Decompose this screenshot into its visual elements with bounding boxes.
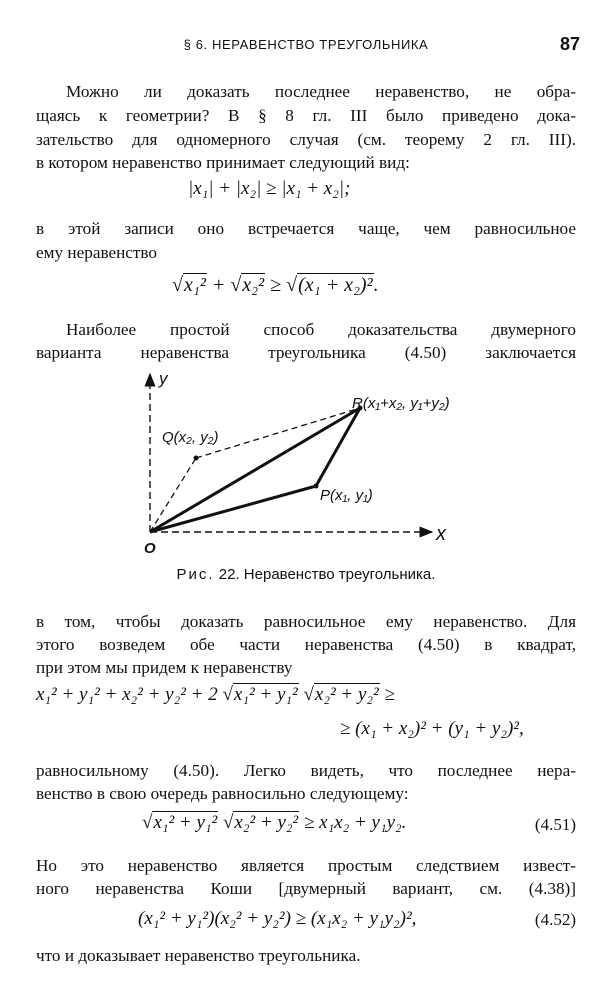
- sqrt-sign: √: [222, 684, 233, 705]
- label-p: P(x₁, y₁): [320, 487, 373, 504]
- label-x: x: [436, 523, 446, 545]
- text-line: в котором неравенство принимает следующий вид:: [36, 153, 410, 172]
- label-q: Q(x₂, y₂): [162, 429, 219, 446]
- segment-or: [150, 408, 360, 532]
- equation-number: (4.51): [534, 815, 576, 834]
- point-p: [314, 484, 319, 489]
- segment-op: [150, 486, 316, 532]
- sqrt-sign: √: [303, 684, 314, 705]
- equation-abs: |x₁| + |x₂| ≥ |x₁ + x₂|;: [188, 178, 351, 199]
- text-line: равносильному (4.50). Легко видеть, что последнее нера-: [36, 761, 576, 780]
- text-line: венство в свою очередь равносильно следующему:: [36, 784, 409, 803]
- radicand: x₂² + y₂²: [314, 684, 379, 705]
- page-number: 87: [559, 34, 580, 54]
- label-y: y: [159, 369, 168, 388]
- equation-long-line1: [36, 684, 395, 706]
- triangle-figure: [0, 364, 612, 564]
- point-q: [194, 456, 199, 461]
- equation-long-line2: ≥ (x₁ + x₂)² + (y₁ + y₂)²,: [340, 718, 524, 739]
- ge-sign: ≥: [384, 684, 395, 705]
- period: .: [373, 274, 379, 296]
- label-r: R(x₁+x₂, y₁+y₂): [352, 395, 450, 412]
- text-line: в том, чтобы доказать равносильное ему неравенство. Для: [36, 612, 576, 631]
- sqrt-sign: √: [230, 274, 242, 296]
- figure-caption: [0, 566, 612, 583]
- label-origin: O: [144, 540, 156, 557]
- radicand: (x₁ + x₂)²: [298, 274, 373, 296]
- equation-4-51: [142, 812, 406, 834]
- text-line: этого возведем обе части неравенства (4.50) в квадрат,: [36, 635, 576, 654]
- text-line: Можно ли доказать последнее неравенство, не обра-: [66, 82, 576, 101]
- radicand: x₁² + y₁²: [233, 684, 298, 705]
- page-header: [0, 34, 612, 56]
- equation-number: (4.52): [534, 910, 576, 929]
- sqrt-sign: √: [286, 274, 298, 296]
- text-line: в этой записи оно встречается чаще, чем равносильное: [36, 219, 576, 238]
- text-line: щаясь к геометрии? В § 8 гл. III было приведено дока-: [36, 106, 576, 125]
- plus-sign: +: [211, 274, 226, 296]
- sqrt-sign: √: [172, 274, 183, 296]
- radicand: x₁² + y₁²: [153, 812, 218, 833]
- radicand: x₂² + y₂²: [234, 812, 299, 833]
- text-line: ного неравенства Коши [двумерный вариант, см. (4.38)]: [36, 879, 576, 898]
- caption-prefix: Рис.: [176, 566, 215, 583]
- equation-4-52: (x₁² + y₁²)(x₂² + y₂²) ≥ (x₁x₂ + y₁y₂)²,: [138, 908, 417, 929]
- ge-sign: ≥: [270, 274, 282, 296]
- text-line: варианта неравенства треугольника (4.50) заключается: [36, 343, 576, 362]
- text-line: Но это неравенство является простым следствием извест-: [36, 856, 576, 875]
- radicand: x₁²: [183, 274, 206, 296]
- sqrt-sign: √: [222, 812, 234, 833]
- equation-part: x₁² + y₁² + x₂² + y₂² + 2: [36, 684, 218, 705]
- sqrt-sign: √: [142, 812, 153, 833]
- radicand: x₂²: [242, 274, 265, 296]
- caption-text: 22. Неравенство треугольника.: [218, 566, 436, 583]
- equation-part: ≥ x₁x₂ + y₁y₂.: [303, 812, 407, 833]
- text-line: зательство для одномерного случая (см. теорему 2 гл. III).: [36, 130, 576, 149]
- text-line: при этом мы придем к неравенству: [36, 658, 293, 677]
- text-line: что и доказывает неравенство треугольника.: [36, 946, 361, 965]
- equation-sqrt: [172, 274, 379, 297]
- text-line: ему неравенство: [36, 243, 158, 262]
- running-title: § 6. НЕРАВЕНСТВО ТРЕУГОЛЬНИКА: [183, 37, 429, 52]
- text-line: Наиболее простой способ доказательства двумерного: [66, 320, 576, 339]
